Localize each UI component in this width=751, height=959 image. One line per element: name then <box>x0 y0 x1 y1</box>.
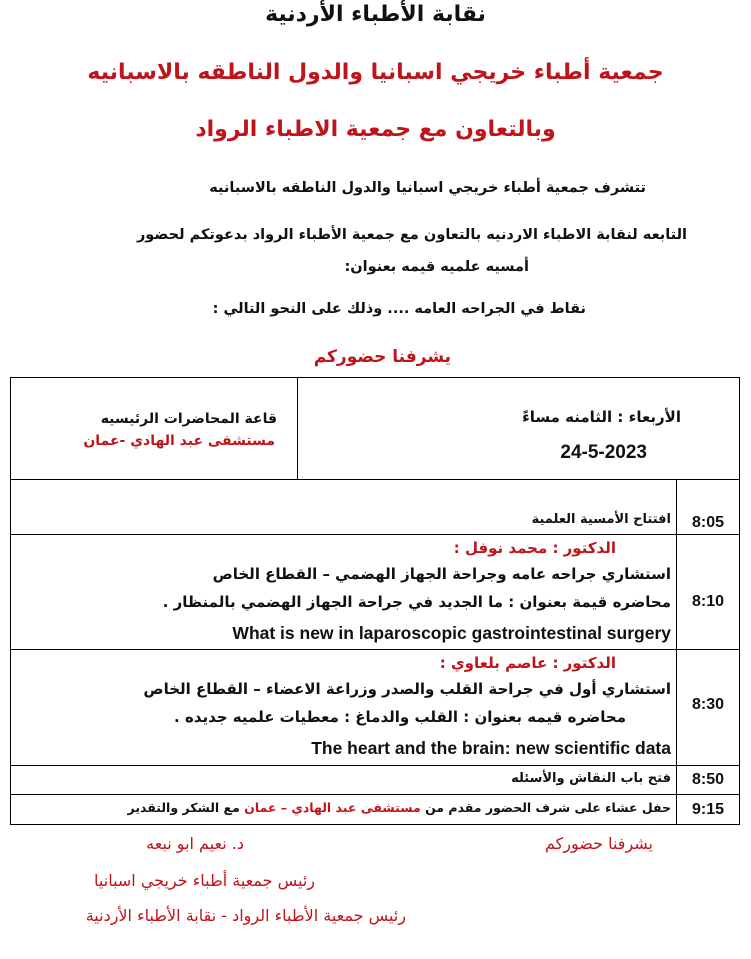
time-cell <box>677 535 740 650</box>
speaker-2-name: الدكتور : عاصم بلعاوي : <box>439 654 616 672</box>
activity-cell <box>11 766 677 795</box>
activity-cell <box>11 535 677 650</box>
speaker-1-name: الدكتور : محمد نوفل : <box>453 539 616 557</box>
time-cell <box>677 480 740 535</box>
time-9-15: 9:15 <box>691 801 725 818</box>
table-row <box>11 480 740 535</box>
activity-cell <box>11 480 677 535</box>
date-cell <box>298 378 740 480</box>
time-cell <box>677 766 740 795</box>
table-row <box>11 795 740 825</box>
speaker-2-lecture-english: The heart and the brain: new scientific data <box>311 738 671 758</box>
time-8-50: 8:50 <box>691 771 725 788</box>
intro-line-2: التابعه لنقابة الاطباء الاردنيه بالتعاون مع جمعية الأطباء الرواد بدعوتكم لحضور <box>136 227 687 243</box>
lecture-topic: نقاط في الجراحه العامه .... وذلك على النحو التالي : <box>212 301 586 317</box>
dinner-suffix: مع الشكر والتقدير <box>127 800 240 815</box>
speaker-1-lecture-english: What is new in laparoscopic gastrointestinal surgery <box>232 623 671 643</box>
speaker-2-role: استشاري أول في جراحة القلب والصدر وزراعة الاعضاء – القطاع الخاص <box>143 680 671 698</box>
table-row <box>11 535 740 650</box>
time-8-30: 8:30 <box>691 696 725 713</box>
activity-cell <box>11 795 677 825</box>
honored-header: يشرفنا حضوركم <box>313 347 451 367</box>
intro-line-1: تتشرف جمعية أطباء خريجي اسبانيا والدول الناطقه بالاسبانيه <box>209 180 646 196</box>
dinner-hospital: مستشفى عبد الهادي – عمان <box>244 800 421 815</box>
speaker-1-role: استشاري جراحه عامه وجراحة الجهاز الهضمي – القطاع الخاص <box>212 565 671 583</box>
signer-name: د. نعيم ابو نبعه <box>146 834 244 853</box>
time-cell <box>677 650 740 766</box>
venue-name: قاعة المحاضرات الرئيسيه <box>100 411 277 427</box>
cooperation-title: وبالتعاون مع جمعية الاطباء الرواد <box>195 117 556 142</box>
venue-cell <box>11 378 298 480</box>
activity-cell <box>11 650 677 766</box>
event-day-time: الأربعاء : الثامنه مساءً <box>522 408 681 426</box>
time-cell <box>677 795 740 825</box>
time-8-10: 8:10 <box>691 593 725 610</box>
table-row <box>11 766 740 795</box>
event-date: 24-5-2023 <box>560 442 647 463</box>
discussion-activity: فتح باب النقاش والأسئله <box>511 771 671 786</box>
dinner-activity <box>128 800 671 815</box>
table-row <box>11 650 740 766</box>
event-info-row <box>11 378 740 480</box>
intro-line-3: أمسيه علميه قيمه بعنوان: <box>344 259 529 275</box>
opening-activity: افتتاح الأمسية العلمية <box>531 512 671 527</box>
signer-title-2: رئيس جمعية الأطباء الرواد - نقابة الأطباء الأردنية <box>85 906 406 925</box>
association-title: جمعية أطباء خريجي اسبانيا والدول الناطقه بالاسبانيه <box>87 60 664 85</box>
venue-hospital: مستشفى عبد الهادي -عمان <box>83 433 275 449</box>
dinner-prefix: حفل عشاء على شرف الحضور مقدم من <box>425 800 671 815</box>
signer-title-1: رئيس جمعية أطباء خريجي اسبانيا <box>94 871 315 890</box>
honored-footer: يشرفنا حضوركم <box>544 834 653 853</box>
schedule-table <box>10 377 740 825</box>
syndicate-title: نقابة الأطباء الأردنية <box>265 2 486 27</box>
time-8-05: 8:05 <box>691 514 725 531</box>
speaker-1-lecture: محاضره قيمة بعنوان : ما الجديد في جراحة الجهاز الهضمي بالمنظار . <box>162 593 671 611</box>
speaker-2-lecture: محاضره قيمه بعنوان : القلب والدماغ : معطيات علميه جديده . <box>174 708 626 726</box>
